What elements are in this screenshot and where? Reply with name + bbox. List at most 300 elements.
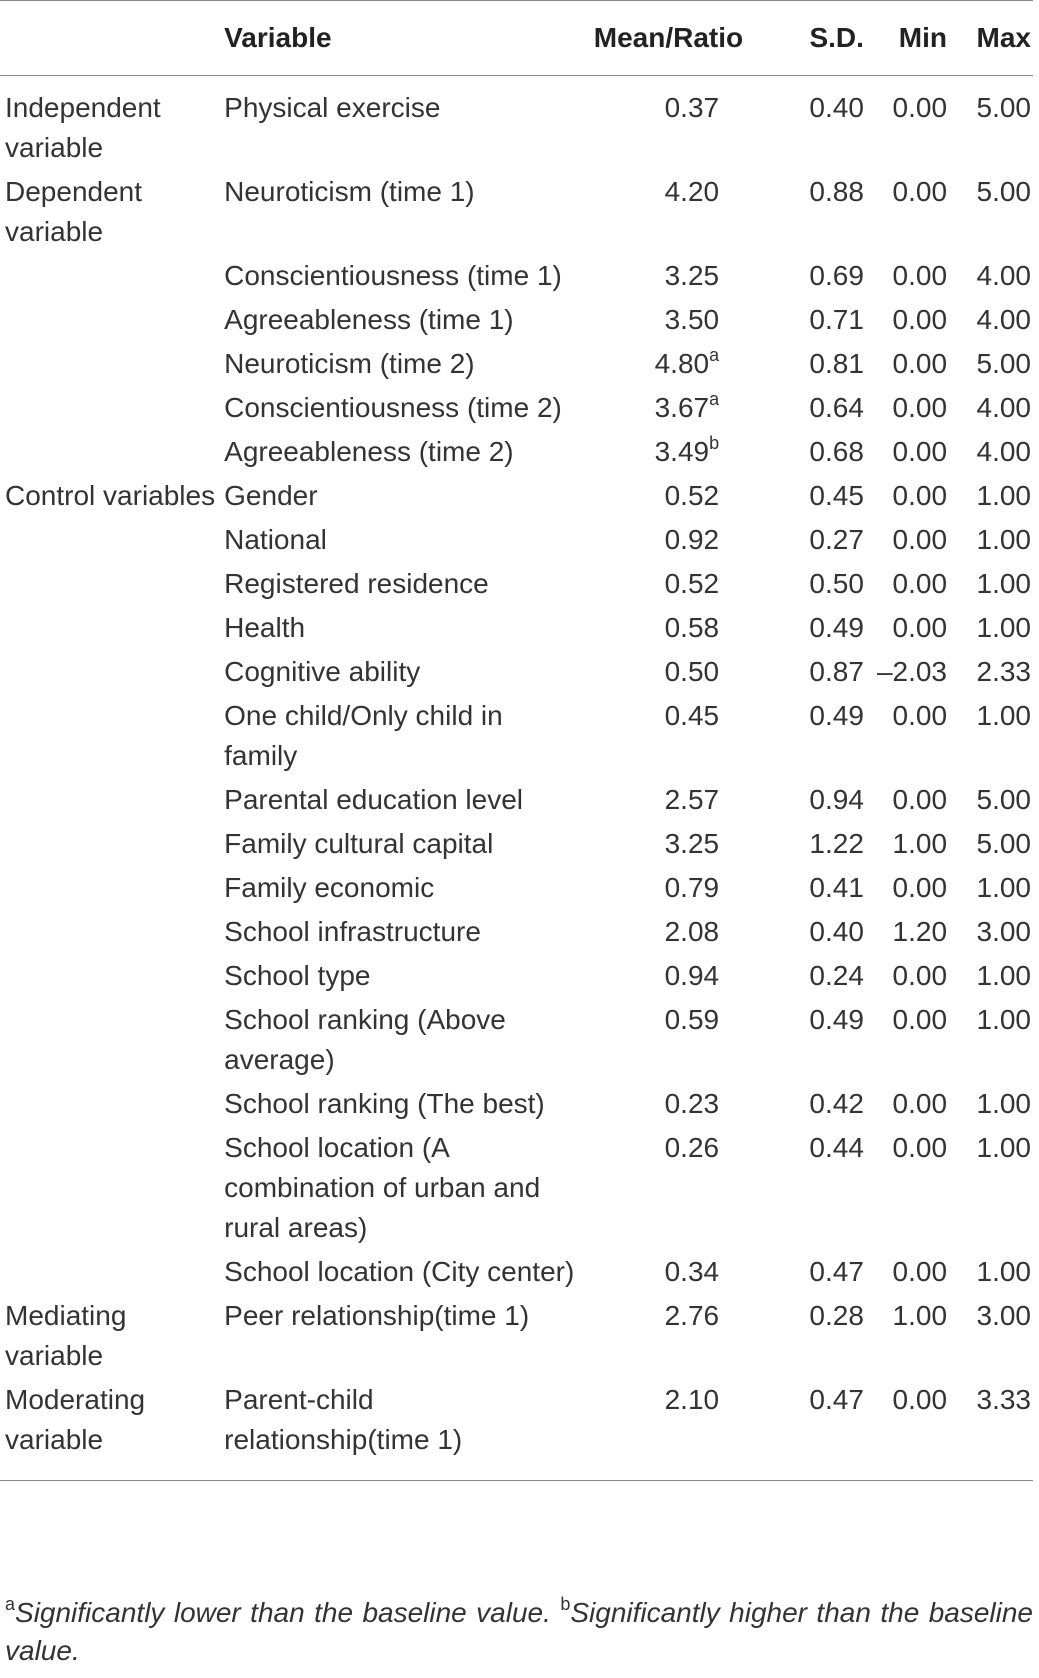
row-variable [224, 1292, 574, 1376]
table-row [0, 648, 1033, 692]
row-variable [224, 428, 574, 472]
header-category [0, 1, 224, 76]
row-sd-text: 0.88 [809, 176, 864, 207]
row-max [947, 296, 1033, 340]
row-max [947, 168, 1033, 252]
row-max-text: 5.00 [976, 176, 1031, 207]
row-min [864, 1124, 947, 1248]
row-category-text: Control variables [5, 480, 216, 511]
row-mean [574, 472, 779, 516]
table-row [0, 340, 1033, 384]
row-min-text: –2.03 [876, 656, 948, 687]
row-sd [779, 296, 864, 340]
row-max-text: 1.00 [976, 568, 1031, 599]
row-category [0, 648, 224, 692]
row-category [0, 560, 224, 604]
row-max [947, 996, 1033, 1080]
row-max-text: 3.00 [976, 1300, 1031, 1331]
row-category [0, 1124, 224, 1248]
row-mean-text: 2.08 [664, 916, 720, 947]
row-category [0, 296, 224, 340]
row-min-text: 0.00 [892, 92, 948, 123]
row-sd-text: 0.24 [809, 960, 864, 991]
row-variable [224, 864, 574, 908]
row-variable [224, 340, 574, 384]
row-mean-text: 0.37 [664, 92, 720, 123]
table-row [0, 384, 1033, 428]
row-min [864, 252, 947, 296]
row-mean-text: 0.52 [664, 568, 720, 599]
row-max-text: 1.00 [976, 872, 1031, 903]
row-sd [779, 252, 864, 296]
row-min [864, 428, 947, 472]
row-category [0, 908, 224, 952]
row-category [0, 1080, 224, 1124]
row-min [864, 952, 947, 996]
row-min [864, 560, 947, 604]
row-variable [224, 472, 574, 516]
row-mean-text: 0.94 [664, 960, 720, 991]
row-max [947, 776, 1033, 820]
row-min [864, 864, 947, 908]
row-mean [574, 384, 779, 428]
table-row [0, 1248, 1033, 1292]
row-min-text: 0.00 [892, 872, 948, 903]
row-mean-text: 0.34 [664, 1256, 720, 1287]
table-row [0, 1376, 1033, 1481]
row-mean-text: 3.49 [654, 436, 710, 467]
row-max-text: 3.00 [976, 916, 1031, 947]
row-mean [574, 952, 779, 996]
row-variable-text: Neuroticism (time 2) [224, 348, 475, 379]
row-max-text: 4.00 [976, 392, 1031, 423]
row-variable [224, 384, 574, 428]
header-row [0, 1, 1033, 76]
row-sd-text: 0.94 [809, 784, 864, 815]
row-sd-text: 0.44 [809, 1132, 864, 1163]
row-min [864, 908, 947, 952]
row-min-text: 0.00 [892, 176, 948, 207]
row-sd [779, 1080, 864, 1124]
row-sd [779, 864, 864, 908]
row-min-text: 0.00 [892, 700, 948, 731]
row-category-text: Independent variable [5, 92, 161, 163]
row-mean [574, 296, 779, 340]
row-category [0, 516, 224, 560]
row-sd-text: 0.69 [809, 260, 864, 291]
row-max-text: 5.00 [976, 784, 1031, 815]
row-sd-text: 0.28 [809, 1300, 864, 1331]
row-sd-text: 0.41 [809, 872, 864, 903]
row-category [0, 428, 224, 472]
row-max [947, 604, 1033, 648]
row-sd-text: 0.45 [809, 480, 864, 511]
row-min [864, 1080, 947, 1124]
row-mean [574, 1080, 779, 1124]
row-max-text: 1.00 [976, 1004, 1031, 1035]
row-category [0, 1248, 224, 1292]
row-min-text: 1.20 [892, 916, 948, 947]
row-category-text: Moderating variable [5, 1384, 146, 1455]
row-mean-text: 0.52 [664, 480, 720, 511]
table-row [0, 996, 1033, 1080]
row-min [864, 648, 947, 692]
row-category [0, 604, 224, 648]
table-row [0, 776, 1033, 820]
row-sd-text: 0.81 [809, 348, 864, 379]
row-sd-text: 0.47 [809, 1384, 864, 1415]
row-sd [779, 776, 864, 820]
row-max-text: 5.00 [976, 828, 1031, 859]
row-min-text: 0.00 [892, 348, 948, 379]
row-sd [779, 76, 864, 169]
footnote-mark-a: a [5, 1593, 16, 1614]
table-row [0, 296, 1033, 340]
row-max [947, 1376, 1033, 1481]
row-min-text: 1.00 [892, 828, 948, 859]
row-sd [779, 1248, 864, 1292]
row-max [947, 692, 1033, 776]
row-variable [224, 908, 574, 952]
table-row [0, 516, 1033, 560]
row-variable-text: Peer relationship(time 1) [224, 1300, 530, 1331]
table-row [0, 864, 1033, 908]
row-variable [224, 1248, 574, 1292]
table-row [0, 1124, 1033, 1248]
row-max [947, 1124, 1033, 1248]
row-min-text: 0.00 [892, 568, 948, 599]
row-min-text: 0.00 [892, 392, 948, 423]
row-sd-text: 0.42 [809, 1088, 864, 1119]
row-variable-text: Parent-child relationship(time 1) [224, 1384, 463, 1455]
row-mean [574, 1376, 779, 1481]
row-max-text: 1.00 [976, 1256, 1031, 1287]
row-max [947, 1080, 1033, 1124]
row-variable [224, 296, 574, 340]
footnote-mark-b: b [560, 1593, 571, 1614]
row-mean [574, 168, 779, 252]
row-variable-text: Physical exercise [224, 92, 441, 123]
row-mean-text: 0.92 [664, 524, 720, 555]
row-mean [574, 864, 779, 908]
row-min [864, 516, 947, 560]
row-max-text: 4.00 [976, 260, 1031, 291]
row-min-text: 0.00 [892, 784, 948, 815]
row-mean [574, 76, 779, 169]
row-mean [574, 692, 779, 776]
row-category [0, 952, 224, 996]
header-mean-ratio: Mean/Ratio [593, 22, 744, 53]
table-row [0, 428, 1033, 472]
row-min [864, 76, 947, 169]
row-mean-footnote-mark: a [709, 388, 720, 409]
row-category [0, 820, 224, 864]
row-variable-text: Agreeableness (time 2) [224, 436, 514, 467]
row-max [947, 472, 1033, 516]
row-sd [779, 384, 864, 428]
row-mean [574, 340, 779, 384]
row-min [864, 1248, 947, 1292]
row-variable [224, 1080, 574, 1124]
row-max [947, 252, 1033, 296]
row-mean-footnote-mark: b [709, 432, 720, 453]
footnote-text-a: Significantly lower than the baseline value. [15, 1597, 551, 1628]
row-category [0, 472, 224, 516]
row-min-text: 0.00 [892, 524, 948, 555]
row-variable-text: Conscientiousness (time 1) [224, 260, 562, 291]
row-variable-text: School ranking (The best) [224, 1088, 545, 1119]
row-min-text: 0.00 [892, 480, 948, 511]
row-min-text: 0.00 [892, 1088, 948, 1119]
row-min [864, 820, 947, 864]
row-variable-text: Health [224, 612, 306, 643]
row-category [0, 384, 224, 428]
row-max [947, 952, 1033, 996]
row-mean-text: 0.79 [664, 872, 720, 903]
row-sd [779, 908, 864, 952]
row-variable [224, 560, 574, 604]
row-min [864, 168, 947, 252]
row-sd [779, 472, 864, 516]
row-min-text: 0.00 [892, 960, 948, 991]
row-variable-text: Registered residence [224, 568, 489, 599]
row-variable [224, 952, 574, 996]
row-sd-text: 0.49 [809, 612, 864, 643]
row-sd [779, 952, 864, 996]
row-category-text: Dependent variable [5, 176, 143, 247]
row-mean-text: 2.57 [664, 784, 720, 815]
row-max-text: 2.33 [976, 656, 1031, 687]
row-max-text: 1.00 [976, 524, 1031, 555]
row-min [864, 776, 947, 820]
row-variable [224, 776, 574, 820]
row-max-text: 1.00 [976, 700, 1031, 731]
row-mean [574, 996, 779, 1080]
row-mean-text: 0.45 [664, 700, 720, 731]
row-mean-text: 0.59 [664, 1004, 720, 1035]
row-variable [224, 820, 574, 864]
row-variable-text: Family cultural capital [224, 828, 494, 859]
row-sd-text: 0.47 [809, 1256, 864, 1287]
row-sd [779, 428, 864, 472]
row-min [864, 384, 947, 428]
row-mean-text: 4.80 [654, 348, 710, 379]
row-sd-text: 0.64 [809, 392, 864, 423]
table-row [0, 952, 1033, 996]
row-mean-text: 0.26 [664, 1132, 720, 1163]
row-max-text: 5.00 [976, 348, 1031, 379]
row-sd [779, 820, 864, 864]
row-variable-text: Parental education level [224, 784, 524, 815]
row-variable [224, 996, 574, 1080]
row-max [947, 340, 1033, 384]
row-mean [574, 560, 779, 604]
row-category [0, 692, 224, 776]
row-sd-text: 0.40 [809, 92, 864, 123]
table-body [0, 76, 1033, 1481]
row-variable-text: Family economic [224, 872, 435, 903]
row-sd-text: 0.49 [809, 1004, 864, 1035]
row-min [864, 604, 947, 648]
row-min [864, 472, 947, 516]
row-variable-text: School type [224, 960, 371, 991]
table-row [0, 1292, 1033, 1376]
row-min [864, 692, 947, 776]
table-row [0, 908, 1033, 952]
row-sd [779, 1124, 864, 1248]
row-variable [224, 76, 574, 169]
table-header [0, 1, 1033, 76]
row-mean [574, 1124, 779, 1248]
row-min-text: 0.00 [892, 436, 948, 467]
row-mean-text: 3.25 [664, 828, 720, 859]
row-mean [574, 776, 779, 820]
row-max [947, 516, 1033, 560]
row-max-text: 1.00 [976, 480, 1031, 511]
table-row [0, 168, 1033, 252]
row-max-text: 4.00 [976, 436, 1031, 467]
row-max [947, 648, 1033, 692]
row-category [0, 1376, 224, 1481]
row-sd-text: 0.50 [809, 568, 864, 599]
row-mean [574, 516, 779, 560]
table-row [0, 252, 1033, 296]
row-sd-text: 0.68 [809, 436, 864, 467]
row-category [0, 76, 224, 169]
row-max [947, 864, 1033, 908]
row-max-text: 4.00 [976, 304, 1031, 335]
row-max-text: 3.33 [976, 1384, 1031, 1415]
row-mean [574, 428, 779, 472]
row-mean [574, 604, 779, 648]
row-mean [574, 1248, 779, 1292]
row-min [864, 296, 947, 340]
row-sd [779, 168, 864, 252]
row-min [864, 340, 947, 384]
row-mean-text: 2.76 [664, 1300, 720, 1331]
row-mean-text: 3.67 [654, 392, 710, 423]
row-variable [224, 1376, 574, 1481]
row-max [947, 428, 1033, 472]
row-max [947, 820, 1033, 864]
table-row [0, 1080, 1033, 1124]
row-max [947, 76, 1033, 169]
row-sd-text: 0.49 [809, 700, 864, 731]
header-sd: S.D. [809, 22, 864, 53]
table-footnote [5, 1594, 1033, 1670]
table-row [0, 560, 1033, 604]
table-row [0, 472, 1033, 516]
row-variable [224, 604, 574, 648]
row-variable-text: National [224, 524, 327, 555]
row-sd-text: 1.22 [809, 828, 864, 859]
row-sd [779, 560, 864, 604]
row-min-text: 0.00 [892, 260, 948, 291]
row-category [0, 776, 224, 820]
row-variable-text: Cognitive ability [224, 656, 421, 687]
row-mean [574, 252, 779, 296]
row-min [864, 1376, 947, 1481]
row-variable-text: School location (A combination of urban and rural areas) [224, 1132, 541, 1243]
row-mean-text: 0.50 [664, 656, 720, 687]
row-variable-text: Agreeableness (time 1) [224, 304, 514, 335]
row-mean [574, 820, 779, 864]
row-variable [224, 516, 574, 560]
row-category [0, 252, 224, 296]
row-variable [224, 692, 574, 776]
row-min-text: 0.00 [892, 612, 948, 643]
row-variable-text: School infrastructure [224, 916, 481, 947]
row-category [0, 864, 224, 908]
row-max [947, 560, 1033, 604]
row-variable [224, 252, 574, 296]
row-category [0, 168, 224, 252]
row-min-text: 0.00 [892, 1132, 948, 1163]
row-variable-text: Neuroticism (time 1) [224, 176, 475, 207]
row-category [0, 340, 224, 384]
row-sd [779, 340, 864, 384]
row-mean-text: 0.58 [664, 612, 720, 643]
table-row [0, 76, 1033, 169]
row-sd [779, 692, 864, 776]
row-variable [224, 648, 574, 692]
row-min [864, 1292, 947, 1376]
row-max [947, 1248, 1033, 1292]
row-mean [574, 908, 779, 952]
row-sd [779, 1376, 864, 1481]
row-variable [224, 168, 574, 252]
row-variable-text: Gender [224, 480, 318, 511]
header-max: Max [976, 22, 1031, 53]
row-variable-text: School ranking (Above average) [224, 1004, 506, 1075]
footnote-text-b: Significantly higher than the baseline value. [5, 1597, 1033, 1666]
row-max [947, 1292, 1033, 1376]
row-mean-text: 3.25 [664, 260, 720, 291]
row-variable [224, 1124, 574, 1248]
row-variable-text: Conscientiousness (time 2) [224, 392, 562, 423]
row-min-text: 1.00 [892, 1300, 948, 1331]
row-sd [779, 1292, 864, 1376]
row-sd-text: 0.71 [809, 304, 864, 335]
row-max [947, 384, 1033, 428]
row-sd [779, 516, 864, 560]
row-mean-text: 0.23 [664, 1088, 720, 1119]
row-min [864, 996, 947, 1080]
row-sd [779, 604, 864, 648]
row-max-text: 1.00 [976, 960, 1031, 991]
table-row [0, 604, 1033, 648]
row-min-text: 0.00 [892, 1004, 948, 1035]
row-sd [779, 648, 864, 692]
header-variable: Variable [224, 22, 332, 53]
row-variable-text: School location (City center) [224, 1256, 575, 1287]
row-category-text: Mediating variable [5, 1300, 127, 1371]
row-min-text: 0.00 [892, 1384, 948, 1415]
row-max-text: 5.00 [976, 92, 1031, 123]
table-row [0, 820, 1033, 864]
row-max [947, 908, 1033, 952]
row-mean [574, 648, 779, 692]
row-sd-text: 0.87 [809, 656, 864, 687]
row-mean-text: 3.50 [664, 304, 720, 335]
row-variable-text: One child/Only child in family [224, 700, 503, 771]
row-max-text: 1.00 [976, 612, 1031, 643]
row-mean-footnote-mark: a [709, 344, 720, 365]
row-sd [779, 996, 864, 1080]
row-max-text: 1.00 [976, 1088, 1031, 1119]
row-mean-text: 4.20 [664, 176, 720, 207]
row-mean-text: 2.10 [664, 1384, 720, 1415]
